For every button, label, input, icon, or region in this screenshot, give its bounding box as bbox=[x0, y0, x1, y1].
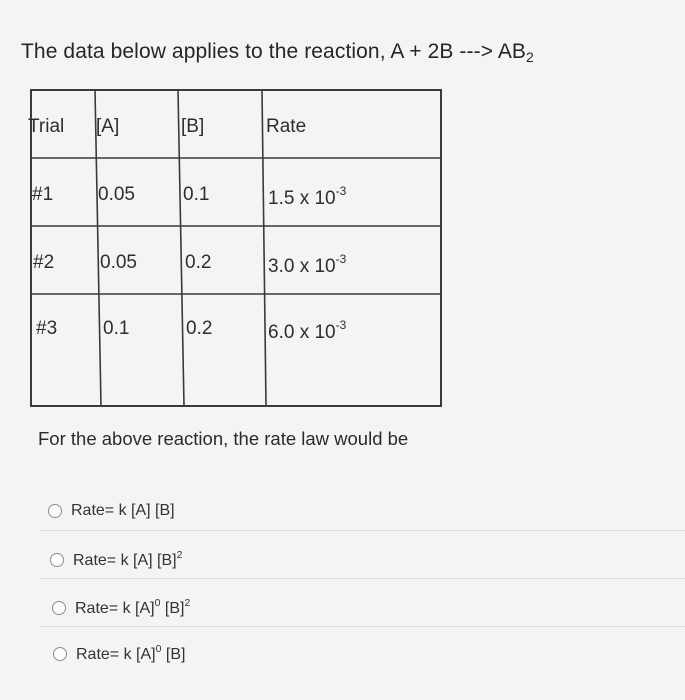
row1-a: 0.05 bbox=[98, 184, 135, 205]
option-divider bbox=[40, 626, 685, 627]
header-rate: Rate bbox=[266, 116, 307, 137]
row2-a: 0.05 bbox=[100, 252, 137, 273]
radio-icon[interactable] bbox=[50, 553, 64, 567]
row1-rate-base: 1.5 x 10 bbox=[268, 188, 336, 209]
question-prefix: The data below applies to the reaction, A + 2B ---> AB bbox=[21, 40, 527, 63]
option-label-a-exp: 0 bbox=[155, 643, 162, 655]
row1-rate-exp: -3 bbox=[335, 184, 347, 198]
row3-trial: #3 bbox=[36, 318, 58, 339]
row2-rate-exp: -3 bbox=[335, 252, 347, 266]
radio-icon[interactable] bbox=[48, 504, 62, 518]
header-a: [A] bbox=[96, 116, 120, 137]
radio-icon[interactable] bbox=[53, 647, 67, 661]
option-rate-k-a0-b[interactable] bbox=[53, 643, 185, 664]
row2-rate-base: 3.0 x 10 bbox=[268, 256, 336, 277]
prompt-text: For the above reaction, the rate law would be bbox=[38, 428, 409, 449]
option-label-a: Rate= k [A] bbox=[76, 646, 156, 663]
option-divider bbox=[40, 578, 685, 579]
row3-rate-exp: -3 bbox=[335, 318, 347, 332]
option-label-a: Rate= k [A] bbox=[75, 600, 155, 617]
row3-rate-base: 6.0 x 10 bbox=[268, 322, 336, 343]
option-label-b: [B] bbox=[161, 646, 186, 663]
row3-b: 0.2 bbox=[186, 318, 213, 339]
radio-icon[interactable] bbox=[52, 601, 66, 615]
header-b: [B] bbox=[181, 116, 205, 137]
header-trial: Trial bbox=[28, 116, 65, 137]
option-label bbox=[73, 549, 182, 570]
row2-trial: #2 bbox=[33, 252, 55, 273]
option-label bbox=[75, 597, 190, 618]
option-label-b-exp: 2 bbox=[184, 597, 191, 609]
row3-a: 0.1 bbox=[103, 318, 130, 339]
question-subscript: 2 bbox=[526, 49, 534, 65]
option-rate-k-a0-b2[interactable] bbox=[52, 597, 190, 618]
option-label bbox=[76, 643, 185, 664]
option-label-a-exp: 0 bbox=[154, 597, 161, 609]
option-label-b: [B] bbox=[160, 600, 185, 617]
option-label-main: Rate= k [A] [B] bbox=[73, 552, 177, 569]
row2-b: 0.2 bbox=[185, 252, 212, 273]
option-label: Rate= k [A] [B] bbox=[71, 502, 175, 519]
option-label-b-exp: 2 bbox=[176, 549, 183, 561]
option-rate-k-a-b[interactable] bbox=[48, 502, 175, 520]
option-divider bbox=[40, 530, 685, 531]
row1-b: 0.1 bbox=[183, 184, 210, 205]
option-rate-k-a-b2[interactable] bbox=[50, 549, 182, 570]
row1-trial: #1 bbox=[32, 184, 54, 205]
